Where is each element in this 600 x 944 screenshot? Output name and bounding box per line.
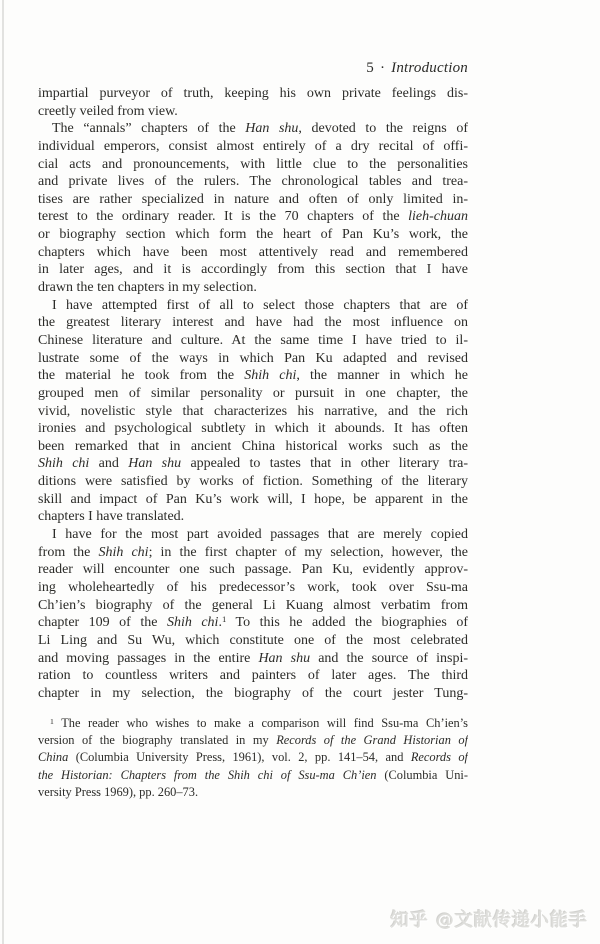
text-line [38, 261, 468, 279]
text-segment: impartial purveyor of truth, keeping his own private feelings dis- [38, 86, 468, 101]
text-line [38, 526, 468, 544]
text-line [38, 297, 468, 315]
text-line [38, 420, 468, 438]
text-line [38, 208, 468, 226]
text-line [38, 650, 468, 668]
italic-text-segment: Shih chi [244, 368, 297, 384]
page-number: 5 [366, 60, 374, 76]
italic-text-segment: Han shu [258, 650, 311, 666]
text-segment: and the source of inspi- [310, 650, 468, 666]
text-line [38, 473, 468, 491]
text-segment: the material he took from the [38, 368, 245, 384]
text-segment: individual emperors, consist almost entirely of a dry recital of offi- [38, 138, 468, 154]
body-text [38, 85, 468, 702]
text-line [38, 279, 468, 297]
text-segment: been remarked that in ancient China historical works such as the [38, 438, 468, 454]
header-separator-dot: · [379, 60, 386, 76]
italic-text-segment: Records of the Grand Historian of [276, 733, 468, 748]
text-line [38, 332, 468, 350]
text-segment: , devoted to the reigns of [298, 121, 468, 137]
text-segment: ; in the first chapter of my selection, however, the [148, 544, 468, 560]
text-line [38, 455, 468, 473]
text-segment: To this he added the biographies of [226, 615, 468, 631]
text-segment: version of the biography translated in my [38, 733, 277, 748]
text-segment: (Columbia University Press, 1961), vol. 2, pp. 141–54, and [68, 750, 411, 765]
scan-edge-line [2, 0, 4, 944]
text-line [38, 715, 468, 732]
zhihu-watermark: 知乎 @文献传递小能手 [390, 910, 588, 931]
text-line [38, 226, 468, 244]
text-segment: Li Ling and Su Wu, which constitute one of the most celebrated [38, 632, 468, 648]
text-segment: chapters which have been most attentively read and remembered [38, 244, 468, 260]
text-line [38, 561, 468, 579]
text-segment: appealed to tastes that in other literary tra- [181, 456, 468, 472]
text-line [38, 685, 468, 703]
text-segment: in later ages, and it is accordingly from this section that I have [38, 262, 468, 278]
text-line [38, 138, 468, 156]
section-title: Introduction [391, 60, 468, 76]
text-segment: and private lives of the rulers. The chronological tables and trea- [38, 174, 468, 190]
italic-text-segment: the Historian: Chapters from the Shih chi of Ssu-ma Ch’ien [38, 767, 377, 782]
text-line [38, 597, 468, 615]
text-line [38, 350, 468, 368]
footnote [38, 715, 468, 801]
text-segment: , the manner in which he [296, 368, 468, 384]
text-line [38, 767, 468, 784]
text-segment: grouped men of similar personality or pursuit in one chapter, the [38, 385, 468, 401]
text-line [38, 120, 468, 138]
text-line [38, 732, 468, 749]
text-line [38, 579, 468, 597]
text-line [38, 508, 468, 526]
text-segment: terest to the ordinary reader. It is the 70 chapters of the [38, 209, 409, 225]
text-segment: or biography section which form the heart of Pan Ku’s work, the [38, 227, 468, 243]
text-line [38, 749, 468, 766]
footnote-reference: 1 [221, 614, 227, 625]
italic-text-segment: lieh-chuan [408, 209, 468, 225]
text-segment: ration to countless writers and painters of later ages. The third [38, 668, 468, 684]
text-segment: (Columbia Uni- [376, 767, 468, 782]
italic-text-segment: Shih chi [38, 456, 90, 472]
text-line [38, 784, 468, 801]
text-line [38, 667, 468, 685]
text-segment: and [89, 456, 129, 472]
text-segment: lustrate some of the ways in which Pan Ku adapted and revised [38, 350, 468, 366]
text-line [38, 632, 468, 650]
text-segment: Ch’ien’s biography of the general Li Kuang almost verbatim from [38, 597, 468, 613]
text-segment: I have for the most part avoided passages that are merely copied [52, 527, 468, 543]
text-segment: . [218, 615, 222, 631]
text-line [38, 314, 468, 332]
text-segment: drawn the ten chapters in my selection. [38, 280, 257, 296]
text-segment: tises are rather specialized in nature and often of only limited in- [38, 191, 468, 207]
italic-text-segment: Han shu [245, 121, 299, 137]
text-segment: ironies and psychological subtlety in which it abounds. It has often [38, 421, 468, 437]
italic-text-segment: Han shu [128, 456, 182, 472]
text-segment: ing wholeheartedly of his predecessor’s work, took over Ssu-ma [38, 579, 468, 595]
text-segment: chapter in my selection, the biography of the court jester Tung- [38, 685, 468, 701]
text-line [38, 173, 468, 191]
text-segment: versity Press 1969), pp. 260–73. [38, 784, 199, 799]
text-line [38, 367, 468, 385]
italic-text-segment: China [38, 750, 69, 765]
text-line [38, 85, 468, 103]
text-line [38, 191, 468, 209]
text-segment: reader will encounter one such passage. Pan Ku, evidently approv- [38, 562, 468, 578]
text-line [38, 385, 468, 403]
text-segment: skill and impact of Pan Ku’s work will, I hope, be apparent in the [38, 491, 468, 507]
text-line [38, 614, 468, 632]
text-line [38, 438, 468, 456]
text-segment: from the [38, 544, 99, 560]
text-segment: Chinese literature and culture. At the same time I have tried to il- [38, 332, 468, 348]
text-segment: The reader who wishes to make a comparison will find Ssu-ma Ch’ien’s [53, 716, 468, 730]
text-segment: cial acts and pronouncements, with little clue to the personalities [38, 156, 468, 172]
text-segment: ditions were satisfied by works of fiction. Something of the literary [38, 474, 468, 490]
text-line [38, 544, 468, 562]
text-segment: chapter 109 of the [38, 615, 167, 631]
text-segment: vivid, novelistic style that characterizes his narrative, and the rich [38, 403, 468, 419]
text-segment: creetly veiled from view. [38, 103, 178, 119]
text-line [38, 103, 468, 121]
italic-text-segment: Records of [410, 750, 468, 765]
text-segment: the greatest literary interest and have had the most influence on [38, 315, 468, 331]
text-line [38, 403, 468, 421]
running-header [38, 60, 468, 77]
text-segment: and moving passages in the entire [38, 650, 259, 666]
text-segment: I have attempted first of all to select those chapters that are of [52, 297, 468, 313]
italic-text-segment: Shih chi [98, 544, 149, 560]
text-segment: The “annals” chapters of the [52, 121, 246, 137]
text-line [38, 491, 468, 509]
footnote-reference: 1 [50, 716, 54, 726]
text-line [38, 244, 468, 262]
text-line [38, 156, 468, 174]
italic-text-segment: Shih chi [166, 615, 219, 631]
text-segment: chapters I have translated. [38, 509, 185, 525]
